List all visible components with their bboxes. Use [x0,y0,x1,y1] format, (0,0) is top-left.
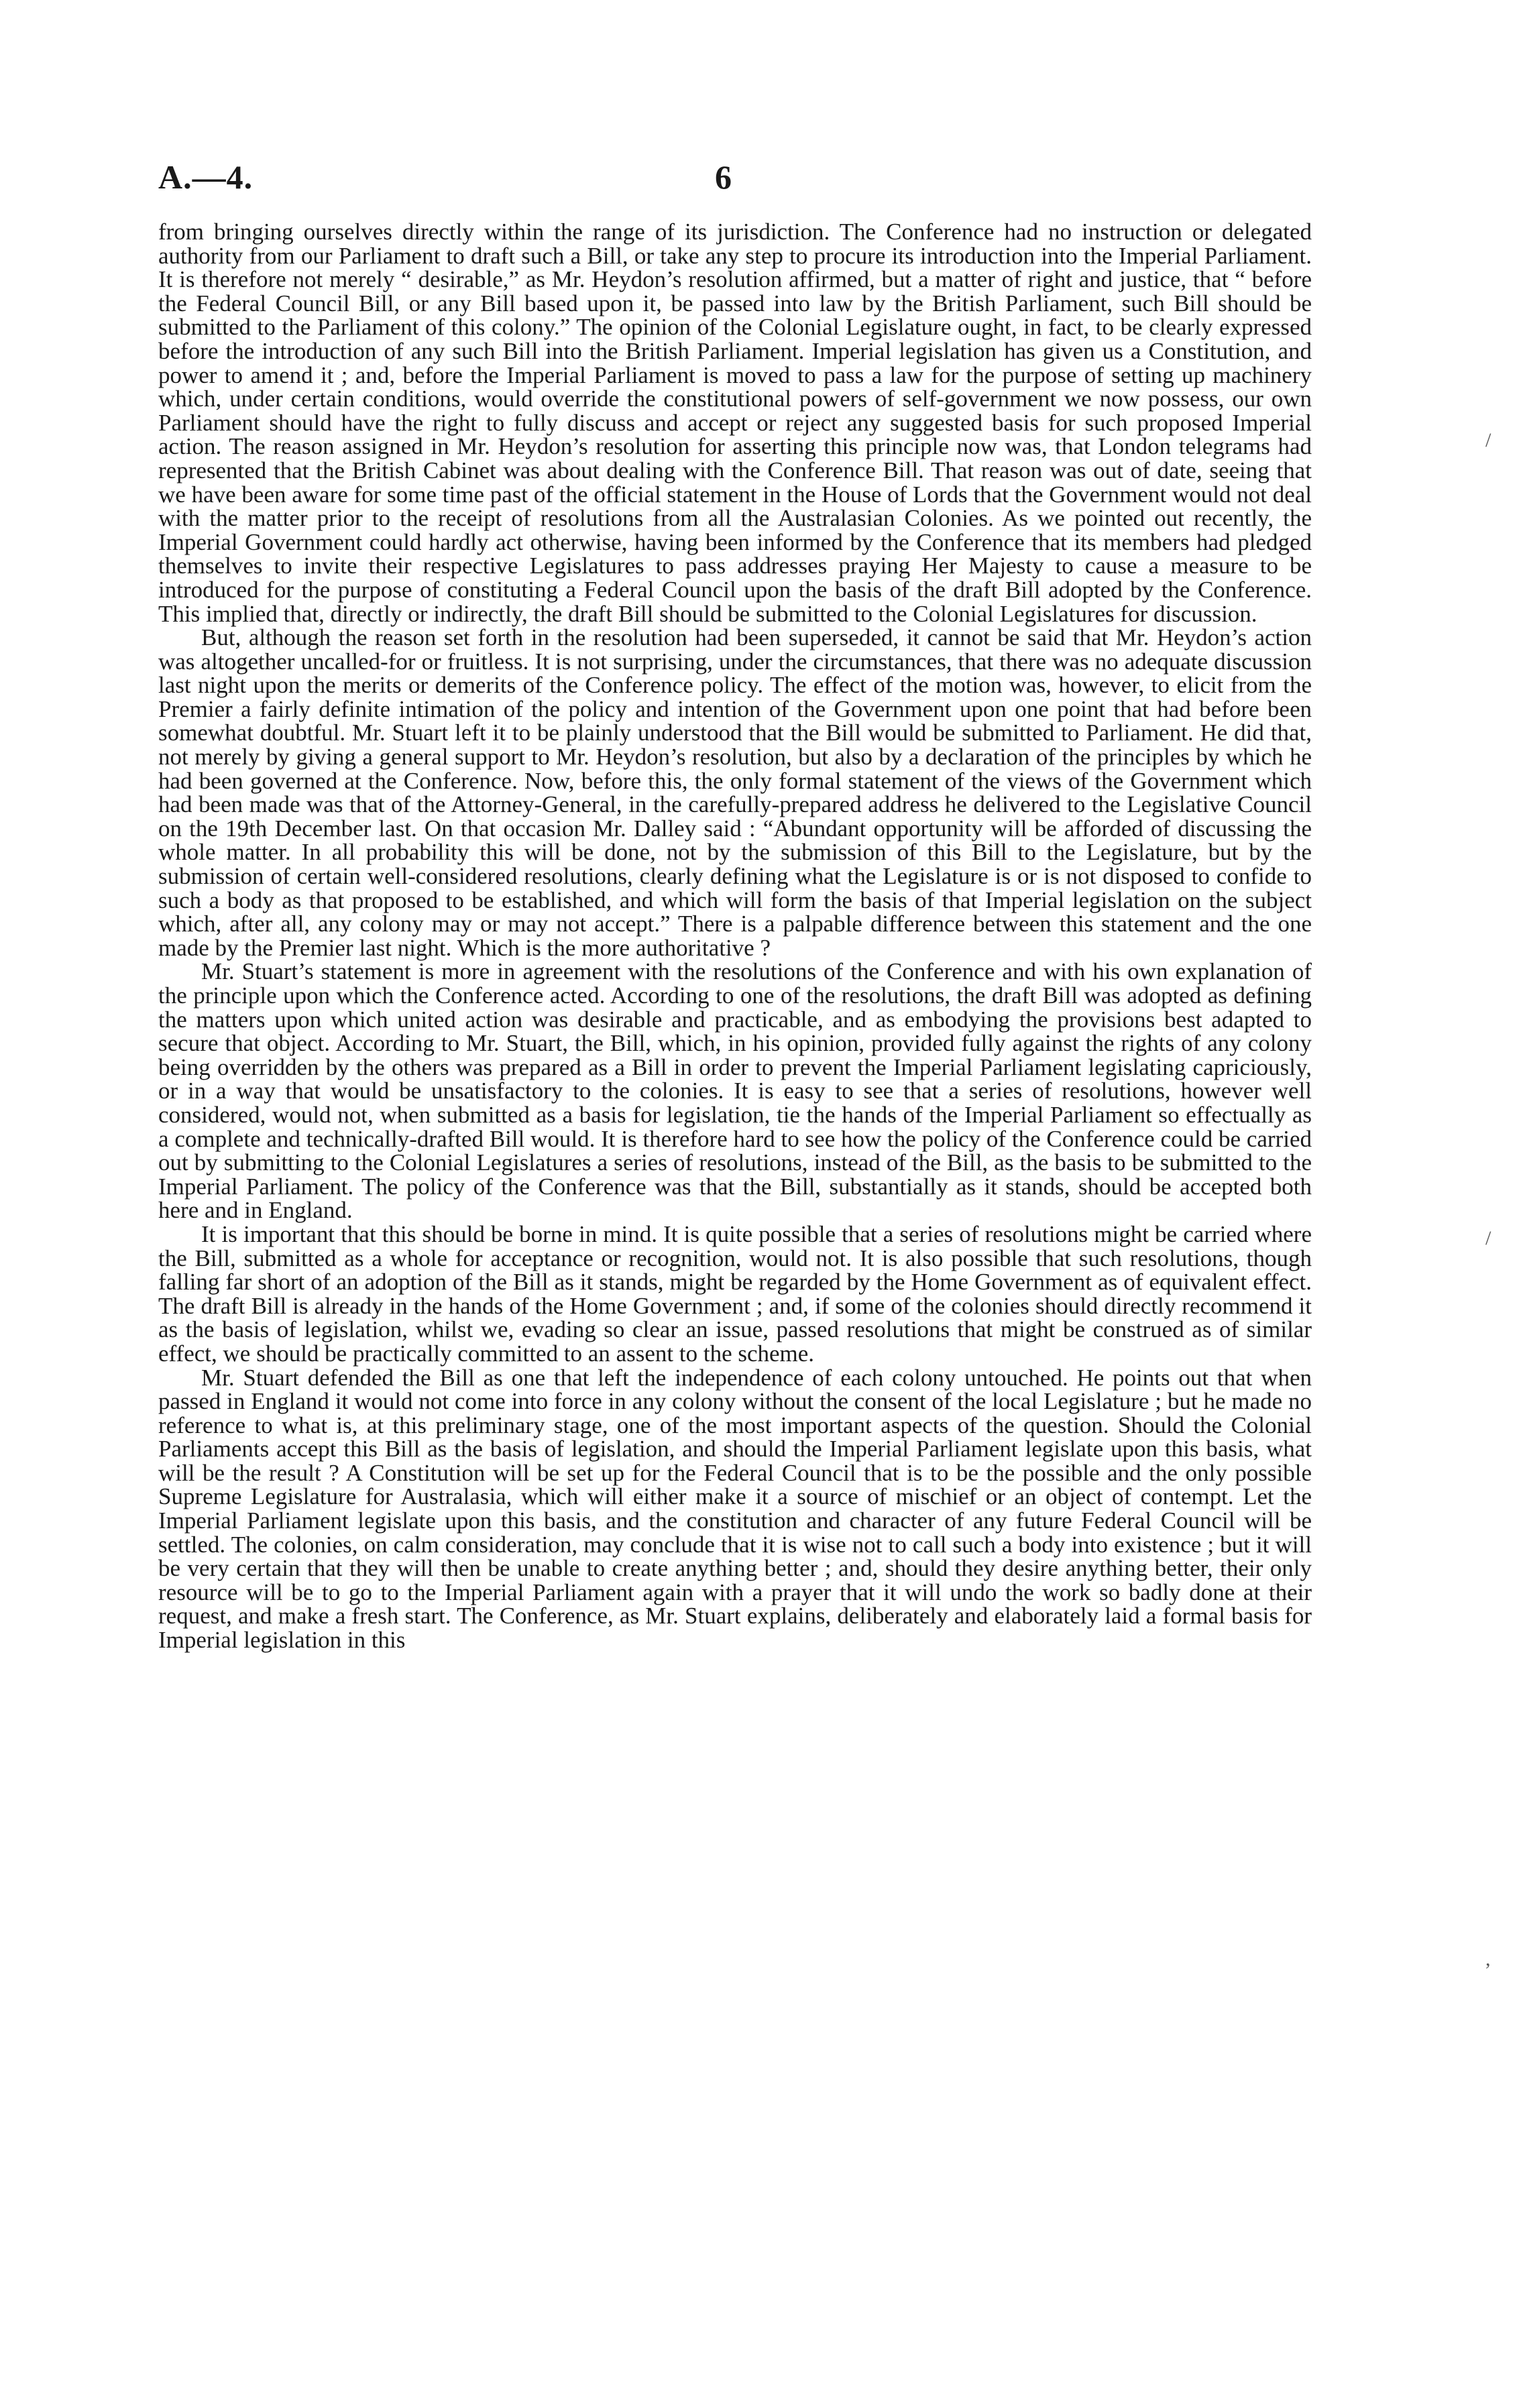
margin-mark: / [1485,429,1491,451]
paragraph-2: But, although the reason set forth in the resolution had been superseded, it cannot be said that Mr. Heydon’s action was altogether uncalled-for or fruitless. It is not surprising, under the circumstances, that there was no adequate discussion last night upon the merits or demerits of the Conference policy. The effect of the motion was, however, to elicit from the Premier a fairly definite intimation of the policy and intention of the Government upon one point that had before been somewhat doubtful. Mr. Stuart left it to be plainly understood that the Bill would be submitted to Parliament. He did that, not merely by giving a general support to Mr. Heydon’s resolution, but also by a declaration of the principles by which he had been governed at the Conference. Now, before this, the only formal statement of the views of the Government which had been made was that of the Attorney-General, in the carefully-prepared address he delivered to the Legislative Council on the 19th December last. On that occasion Mr. Dalley said : “Abundant opportunity will be afforded of discussing the whole matter. In all probability this will be done, not by the submission of this Bill to the Legislature, but by the submission of certain well-considered resolutions, clearly defining what the Legislature is or is not disposed to confide to such a body as that proposed to be established, and which will form the basis of that Imperial legislation on the subject which, after all, any colony may or may not accept.” There is a palpable difference between this statement and the one made by the Premier last night. Which is the more authoritative ? [158,624,1312,961]
paragraph-3: Mr. Stuart’s statement is more in agreement with the resolutions of the Conference and with his own explanation of the principle upon which the Conference acted. According to one of the resolutions, the draft Bill was adopted as defining the matters upon which united action was desirable and practicable, and as embodying the provisions best adapted to secure that object. According to Mr. Stuart, the Bill, which, in his opinion, provided fully against the rights of any colony being overridden by the others was prepared as a Bill in order to prevent the Imperial Parliament legislating capriciously, or in a way that would be unsatisfactory to the colonies. It is easy to see that a series of resolutions, however well considered, would not, when submitted as a basis for legislation, tie the hands of the Imperial Parliament so effectually as a complete and technically-drafted Bill would. It is therefore hard to see how the policy of the Conference could be carried out by submitting to the Colonial Legislatures a series of resolutions, instead of the Bill, as the basis to be submitted to the Imperial Parliament. The policy of the Conference was that the Bill, substantially as it stands, should be accepted both here and in England. [158,958,1312,1224]
page-number: 6 [715,158,732,196]
margin-mark: / [1485,1227,1491,1249]
paragraph-4: It is important that this should be borne in mind. It is quite possible that a series of resolutions might be carried where the Bill, submitted as a whole for acceptance or recognition, would not. It is also possible that such resolutions, though falling far short of an adoption of the Bill as it stands, might be regarded by the Home Government as of equivalent effect. The draft Bill is already in the hands of the Home Government ; and, if some of the colonies should directly recommend it as the basis of legislation, whilst we, evading so clear an issue, passed resolutions that might be construed as of similar effect, we should be practically committed to an assent to the scheme. [158,1220,1312,1367]
document-reference: A.—4. [158,158,253,196]
margin-mark: , [1485,1948,1491,1970]
paragraph-5: Mr. Stuart defended the Bill as one that left the independence of each colony untouched. He points out that when passed in England it would not come into force in any colony without the consent of the local Legislature ; but he made no reference to what is, at this preliminary stage, one of the most important aspects of the question. Should the Colonial Parliaments accept this Bill as the basis of legislation, and should the Imperial Parliament legislate upon this basis, what will be the result ? A Constitution will be set up for the Federal Council that is to be the possible and the only possible Supreme Legislature for Australasia, which will either make it a source of mischief or an object of contempt. Let the Imperial Parliament legislate upon this basis, and the constitution and character of any future Federal Council will be settled. The colonies, on calm consideration, may conclude that it is wise not to call such a body into existence ; but it will be very certain that they will then be unable to create anything better ; and, should they desire anything better, their only resource will be to go to the Imperial Parliament again with a prayer that it will undo the work so badly done at their request, and make a fresh start. The Conference, as Mr. Stuart explains, deliberately and elaborately laid a formal basis for Imperial legislation in this [158,1364,1312,1654]
page-header [158,158,1312,218]
paragraph-1: from bringing ourselves directly within the range of its jurisdiction. The Conference had no instruction or delegated authority from our Parliament to draft such a Bill, or take any step to procure its introduction into the Imperial Parliament. It is therefore not merely “ desirable,” as Mr. Heydon’s resolution affirmed, but a matter of right and justice, that “ before the Federal Council Bill, or any Bill based upon it, be passed into law by the British Parliament, such Bill should be submitted to the Parliament of this colony.” The opinion of the Colonial Legislature ought, in fact, to be clearly expressed before the introduction of any such Bill into the British Parliament. Imperial legislation has given us a Constitution, and power to amend it ; and, before the Imperial Parliament is moved to pass a law for the purpose of setting up machinery which, under certain conditions, would override the constitutional powers of self-government we now possess, our own Parliament should have the right to fully discuss and accept or reject any suggested basis for such proposed Imperial action. The reason assigned in Mr. Heydon’s resolution for asserting this principle now was, that London telegrams had represented that the British Cabinet was about dealing with the Conference Bill. That reason was out of date, seeing that we have been aware for some time past of the official statement in the House of Lords that the Government would not deal with the matter prior to the receipt of resolutions from all the Australasian Colonies. As we pointed out recently, the Imperial Government could hardly act otherwise, having been informed by the Conference that its members had pledged themselves to invite their respective Legislatures to pass addresses praying Her Majesty to cause a measure to be introduced for the purpose of constituting a Federal Council upon the basis of the draft Bill adopted by the Conference. This implied that, directly or indirectly, the draft Bill should be submitted to the Colonial Legislatures for discussion. [158,219,1312,627]
article-body [158,220,1312,1652]
